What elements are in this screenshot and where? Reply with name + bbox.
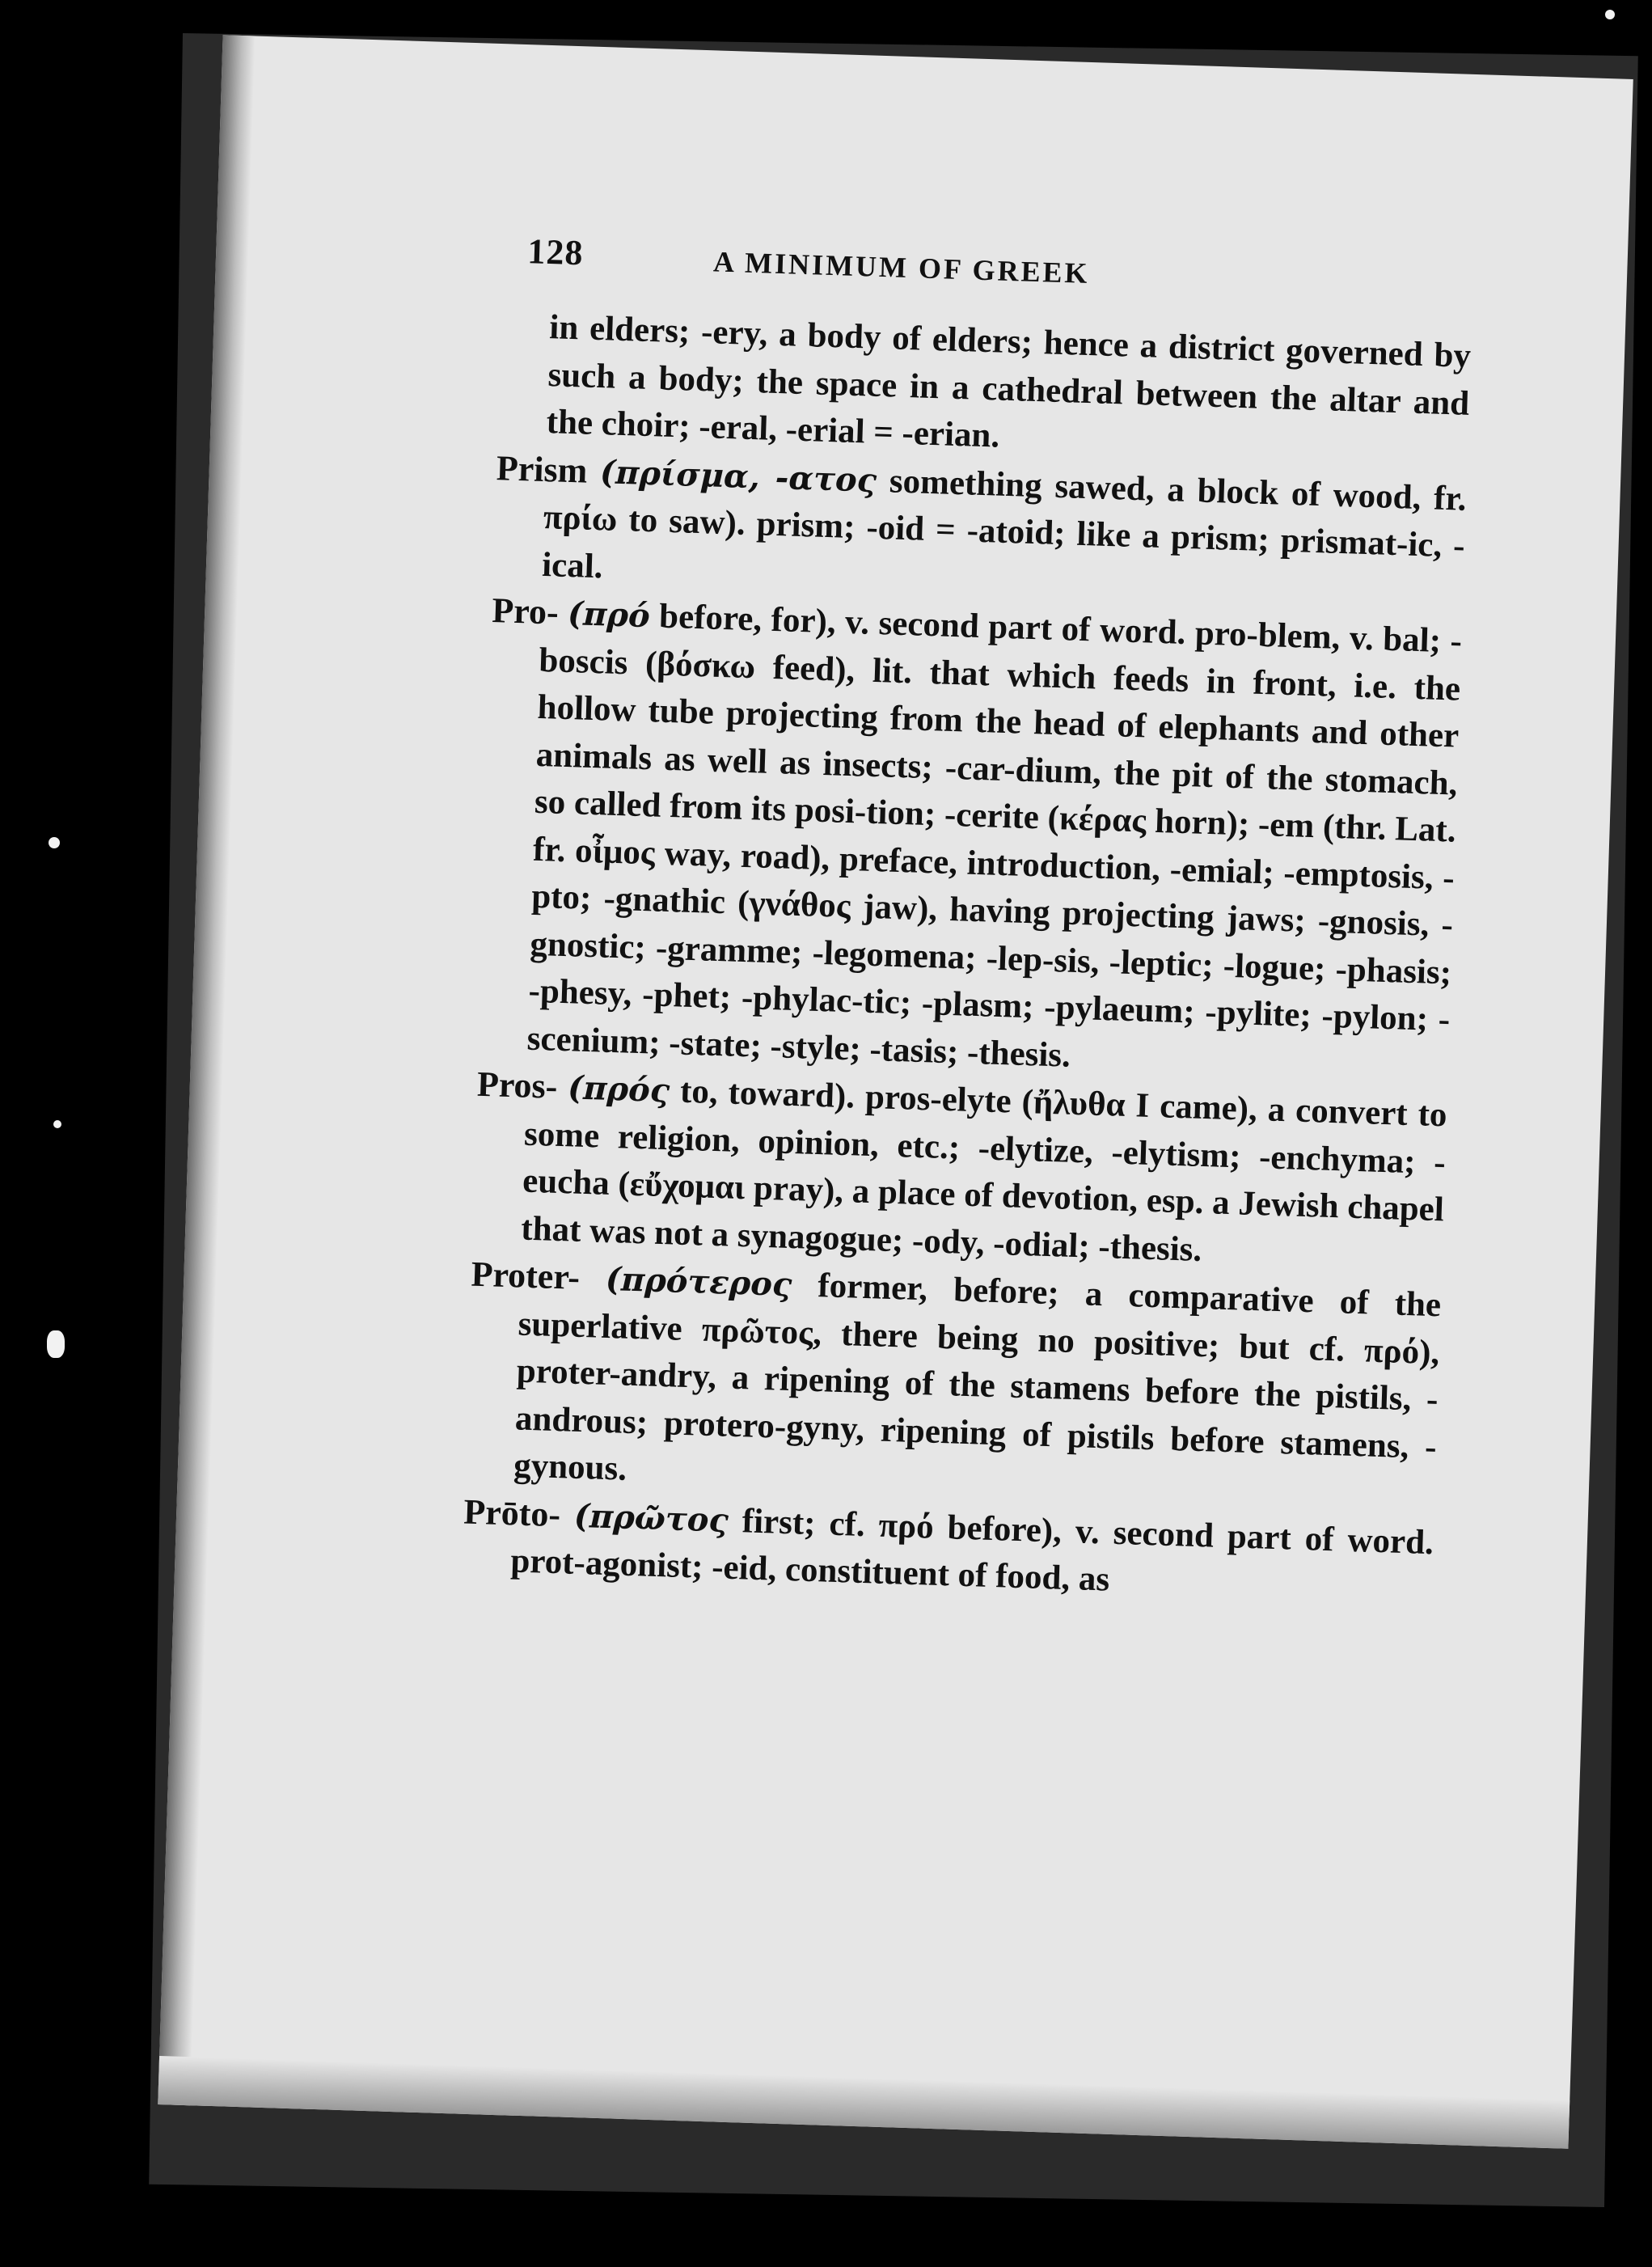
headword: Pros- [476,1064,559,1106]
greek-etymon: (πρῶτος [573,1496,729,1540]
entry-pros [472,1061,1448,1282]
entry-text: before, for), v. second part of word. pro-blem, v. bal; -boscis (βόσκω feed), lit. that which feeds in front, i.e. the hollow tube projecting from the head of elephants and other animals as well as insects; -car-dium, the pit of the stomach, so called from its posi-tion; -cerite (κέρας horn); -em (thr. Lat. fr. οἶμος way, road), preface, introduction, -emial; -emptosis, -pto; -gnathic (γνάθος jaw), having projecting jaws; -gnosis, -gnostic; -gramme; -legomena; -lep-sis, -leptic; -logue; -phasis; -phesy, -phet; -phylac-tic; -plasm; -pylaeum; -pylite; -pylon; -scenium; -state; -style; -tasis; -thesis. [526,597,1463,1075]
page-number: 128 [526,231,585,273]
greek-etymon: (πρότερος [605,1259,793,1305]
scan-speck [53,1120,61,1128]
dictionary-text [462,302,1472,1614]
greek-etymon: (πρός [567,1068,670,1110]
entry-text: former, before; a comparative of the superlative πρῶτος, there being no positive; but cf. πρό), proter-andry, a ripening of the stamens before the pistils, -androus; protero-gyny, ripening of pistils before stamens, -gynous. [513,1267,1442,1488]
running-title: A MINIMUM OF GREEK [712,245,1091,290]
entry-text: to, toward). pros-elyte (ἤλυθα I came), a convert to some religion, opinion, etc.; -elytize, -elytism; -enchyma; -eucha (εὔχομαι pray), a place of devotion, esp. a Jewish chapel that was not a synagogue; -ody, -odial; -thesis. [520,1072,1448,1269]
book-page [158,35,1633,2149]
entry-text: first; cf. πρό before), v. second part of word. prot-agonist; -eid, constituent of food, as [509,1501,1434,1599]
headword: Prism [496,447,589,491]
entry-text: in elders; -ery, a body of elders; hence a district governed by such a body; the space in a cathedral between the altar and the choir; -eral, -erial = -erian. [546,308,1472,455]
headword: Prōto- [463,1491,561,1534]
entry-text: something sawed, a block of wood, fr. πρίω to saw). prism; -oid = -atoid; like a prism; prismat-ic, -ical. [541,461,1468,586]
headword: Pro- [491,590,560,632]
scan-speck [1605,10,1615,19]
scan-speck [49,837,60,848]
greek-etymon: (πρό [567,594,651,636]
headword: Proter- [470,1254,581,1297]
entry-proter [464,1251,1442,1519]
entry-pro [478,587,1463,1091]
greek-etymon: (πρίσμα, -ατος [599,452,877,500]
scan-speck [47,1330,65,1358]
page-header [526,231,1418,315]
